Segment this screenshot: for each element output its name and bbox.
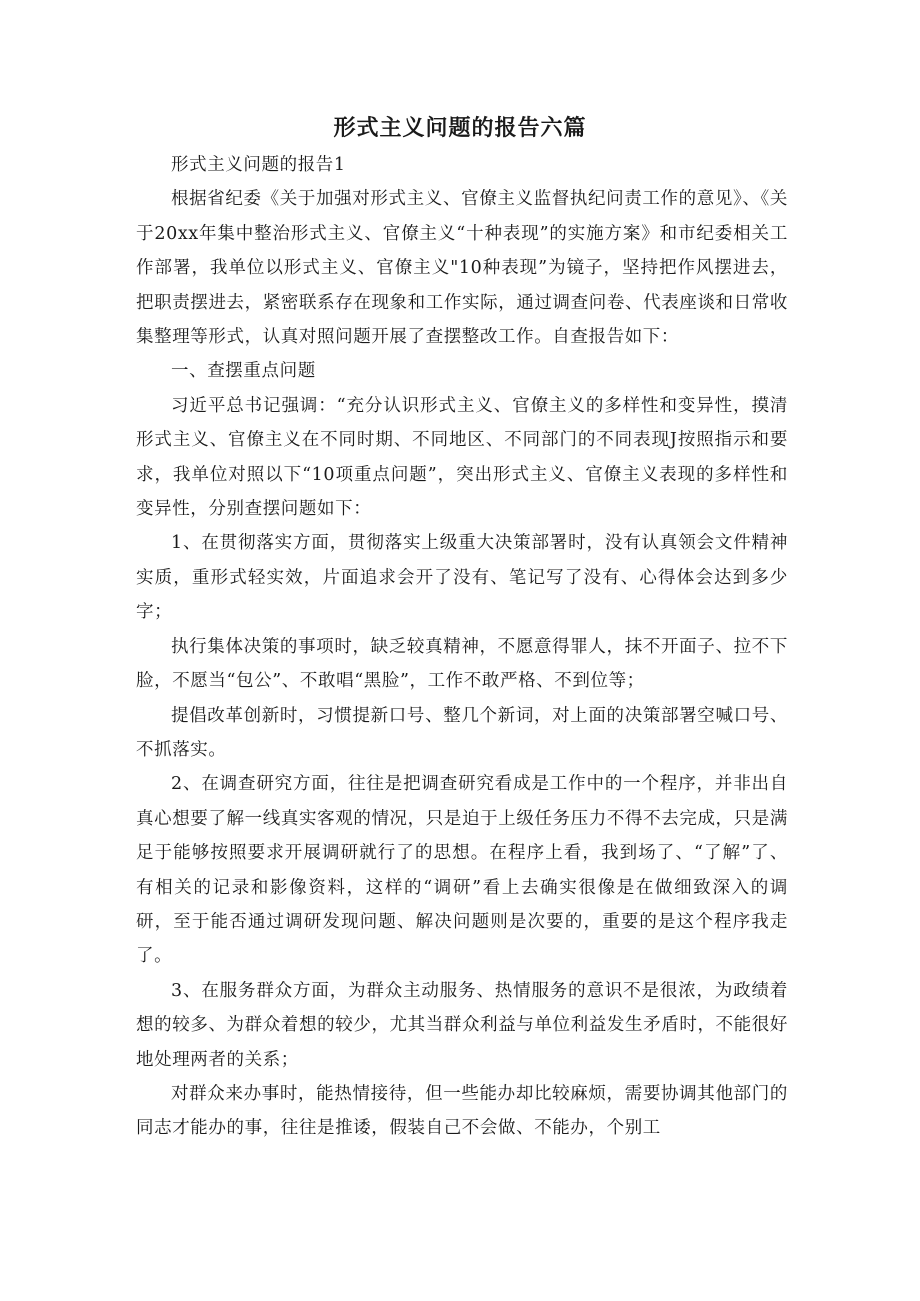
paragraph: 根据省纪委《关于加强对形式主义、官僚主义监督执纪问责工作的意见》、《关于20xx年集中整治形式主义、官僚主义“十种表现”的实施方案》和市纪委相关工作部署，我单位以形式主义、官僚主义"10种表现”为镜子，坚持把作风摆进去，把职责摆进去，紧密联系存在现象和工作实际，通过调查问卷、代表座谈和日常收集整理等形式，认真对照问题开展了查摆整改工作。自查报告如下： (136, 189, 788, 348)
paragraph: 提倡改革创新时，习惯提新口号、整几个新词，对上面的决策部署空喊口号、不抓落实。 (136, 705, 788, 760)
paragraph: 对群众来办事时，能热情接待，但一些能办却比较麻烦，需要协调其他部门的同志才能办的事，往往是推诿，假装自己不会做、不能办，个别工 (136, 1083, 788, 1139)
section-heading: 形式主义问题的报告1 (171, 155, 346, 175)
paragraph: 执行集体决策的事项时，缺乏较真精神，不愿意得罪人，抹不开面子、拉不下脸，不愿当“包公”、不敢唱“黑脸”，工作不敢严格、不到位等； (136, 636, 788, 692)
paragraph: 习近平总书记强调：“充分认识形式主义、官僚主义的多样性和变异性，摸清形式主义、官僚主义在不同时期、不同地区、不同部门的不同表现J按照指示和要求，我单位对照以下“10项重点问题”，突出形式主义、官僚主义表现的多样性和变异性，分别查摆问题如下： (136, 395, 788, 520)
document-title: 形式主义问题的报告六篇 (333, 116, 587, 141)
document-body (136, 148, 788, 1146)
paragraph: 2、在调查研究方面，往往是把调查研究看成是工作中的一个程序，并非出自真心想要了解一线真实客观的情况，只是迫于上级任务压力不得不去完成，只是满足于能够按照要求开展调研就行了的思想。在程序上看，我到场了、“了解”了、有相关的记录和影像资料，这样的“调研”看上去确实很像是在做细致深入的调研，至于能否通过调研发现问题、解决问题则是次要的，重要的是这个程序我走了。 (136, 774, 788, 967)
section-heading: 一、查摆重点问题 (171, 361, 316, 382)
paragraph: 3、在服务群众方面，为群众主动服务、热情服务的意识不是很浓，为政绩着想的较多、为群众着想的较少，尤其当群众利益与单位利益发生矛盾时，不能很好地处理两者的关系； (136, 980, 788, 1070)
paragraph: 1、在贯彻落实方面，贯彻落实上级重大决策部署时，没有认真领会文件精神实质，重形式轻实效，片面追求会开了没有、笔记写了没有、心得体会达到多少字； (136, 533, 788, 623)
